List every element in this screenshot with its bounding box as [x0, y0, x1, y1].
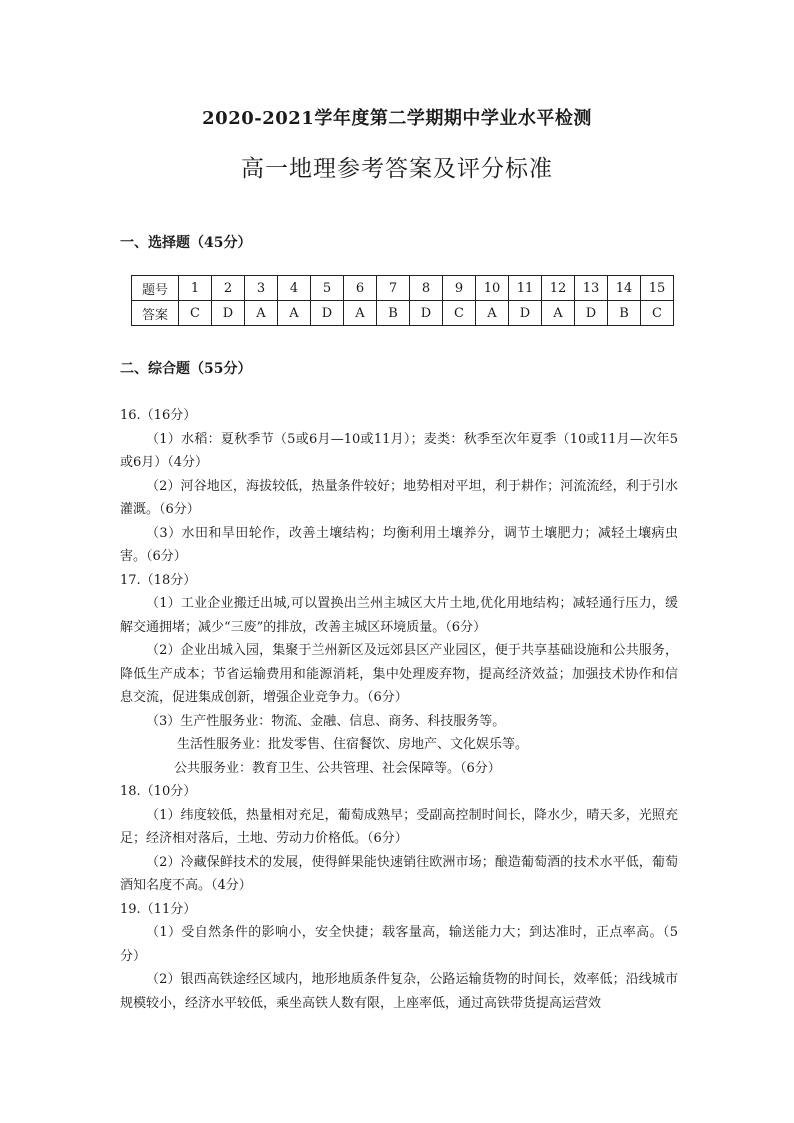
- question-number-cell: 5: [311, 276, 344, 301]
- answer-cell: A: [344, 301, 377, 326]
- question-18-title: 18.（10分）: [120, 784, 197, 799]
- answer-cell: D: [311, 301, 344, 326]
- answer-cell: B: [608, 301, 641, 326]
- question-17-answer-3-life-services: 生活性服务业：批发零售、住宿餐饮、房地产、文化娱乐等。: [177, 737, 529, 752]
- question-number-cell: 7: [377, 276, 410, 301]
- question-number-cell: 3: [245, 276, 278, 301]
- answer-table: [131, 275, 674, 326]
- question-number-cell: 8: [410, 276, 443, 301]
- question-19-title: 19.（11分）: [120, 901, 197, 917]
- comprehensive-answers: [120, 404, 678, 1015]
- document-subtitle: 高一地理参考答案及评分标准: [241, 156, 553, 182]
- question-19-answer-1: （1）受自然条件的影响小，安全快捷；载客量高，输送能力大；到达准时，正点率高。（5分）: [120, 925, 678, 964]
- row-label-answers: 答案: [132, 301, 179, 326]
- answer-cell: D: [212, 301, 245, 326]
- section-heading-choice: 一、选择题（45分）: [120, 235, 252, 251]
- question-number-cell: 15: [641, 276, 674, 301]
- question-number-cell: 4: [278, 276, 311, 301]
- question-number-cell: 13: [575, 276, 608, 301]
- document-title: 2020-2021学年度第二学期期中学业水平检测: [202, 108, 592, 129]
- question-17-answer-1: （1）工业企业搬迁出城,可以置换出兰州主城区大片土地,优化用地结构；减轻通行压力，缓解交通拥堵；减少“三废”的排放，改善主城区环境质量。（6分）: [120, 596, 678, 635]
- question-17-answer-2: （2）企业出城入园，集聚于兰州新区及远郊县区产业园区，便于共享基础设施和公共服务，降低生产成本；节省运输费用和能源消耗，集中处理废弃物，提高经济效益；加强技术协作和信息交流，促进集成创新，增强企业竞争力。（6分）: [120, 643, 678, 705]
- question-number-cell: 14: [608, 276, 641, 301]
- answer-cell: A: [476, 301, 509, 326]
- question-17-answer-3-public-services: 公共服务业：教育卫生、公共管理、社会保障等。（6分）: [174, 760, 501, 776]
- question-19-answer-2: （2）银西高铁途经区域内，地形地质条件复杂，公路运输货物的时间长，效率低；沿线城市规模较小，经济水平较低，乘坐高铁人数有限，上座率低，通过高铁带货提高运营效: [120, 972, 678, 1011]
- question-16-answer-1: （1）水稻：夏秋季节（5或6月—10或11月）；麦类：秋季至次年夏季（10或11月—次年5或6月）（4分）: [120, 431, 678, 470]
- question-18-answer-1: （1）纬度较低，热量相对充足，葡萄成熟早；受副高控制时间长，降水少，晴天多，光照充足；经济相对落后，土地、劳动力价格低。（6分）: [120, 807, 678, 846]
- answer-cell: D: [575, 301, 608, 326]
- question-16-title: 16.（16分）: [120, 408, 197, 423]
- answer-cell: B: [377, 301, 410, 326]
- question-number-cell: 11: [509, 276, 542, 301]
- answer-cell: A: [542, 301, 575, 326]
- answer-cell: D: [509, 301, 542, 326]
- answer-cell: C: [443, 301, 476, 326]
- question-17-title: 17.（18分）: [120, 572, 197, 588]
- question-number-cell: 2: [212, 276, 245, 301]
- answer-cell: C: [179, 301, 212, 326]
- answer-cell: D: [410, 301, 443, 326]
- question-number-cell: 12: [542, 276, 575, 301]
- row-label-numbers: 题号: [132, 276, 179, 301]
- answer-cell: A: [278, 301, 311, 326]
- question-16-answer-2: （2）河谷地区，海拔较低，热量条件较好；地势相对平坦，利于耕作；河流流经，利于引水灌溉。（6分）: [120, 478, 678, 517]
- question-16-answer-3: （3）水田和旱田轮作，改善土壤结构；均衡利用土壤养分，调节土壤肥力；减轻土壤病虫害。（6分）: [120, 525, 678, 564]
- question-number-cell: 9: [443, 276, 476, 301]
- question-17-answer-3: （3）生产性服务业：物流、金融、信息、商务、科技服务等。: [146, 713, 506, 729]
- answer-cell: C: [641, 301, 674, 326]
- question-number-cell: 1: [179, 276, 212, 301]
- question-number-cell: 10: [476, 276, 509, 301]
- section-heading-comprehensive: 二、综合题（55分）: [120, 361, 252, 377]
- table-row-numbers: [132, 276, 674, 301]
- answer-cell: A: [245, 301, 278, 326]
- question-number-cell: 6: [344, 276, 377, 301]
- table-row-answers: [132, 301, 674, 326]
- question-18-answer-2: （2）冷藏保鲜技术的发展，使得鲜果能快速销往欧洲市场；酿造葡萄酒的技术水平低，葡萄酒知名度不高。（4分）: [120, 854, 678, 893]
